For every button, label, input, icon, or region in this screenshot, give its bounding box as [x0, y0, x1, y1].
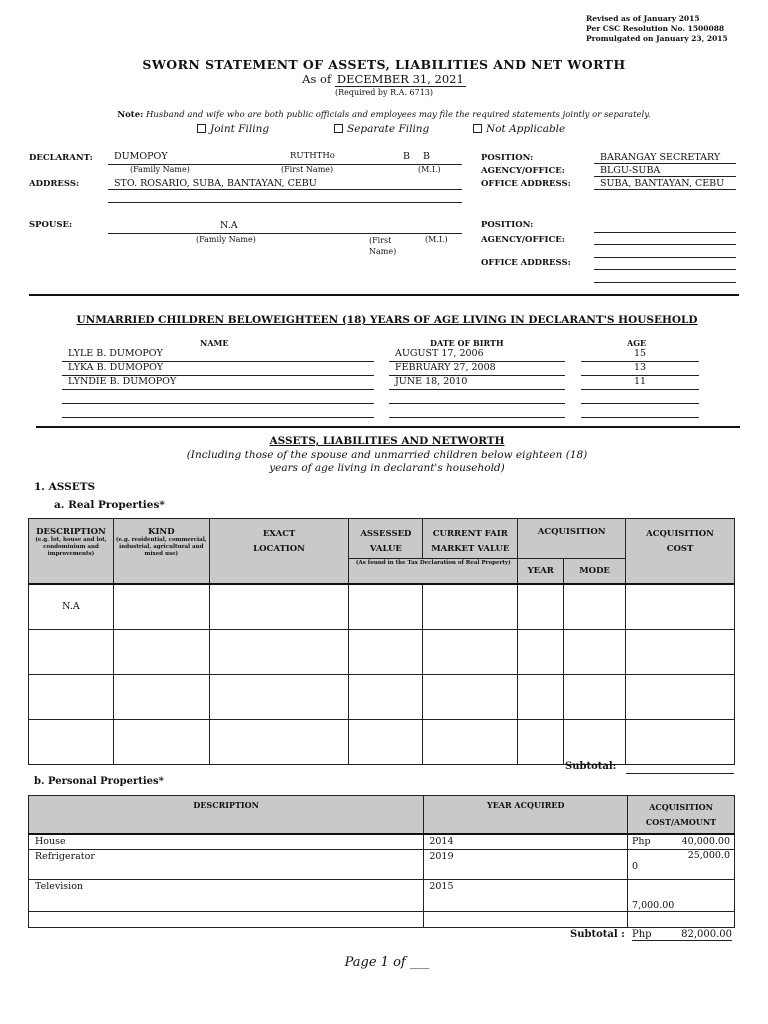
table-cell [29, 675, 114, 720]
header-kind-note: (e.g. residential, commercial, industrial, agricultural and mixed use) [115, 537, 207, 557]
caption-first-name: (First Name) [369, 236, 397, 256]
amount-value: 7,000.00 [632, 900, 675, 911]
table-cell [423, 720, 518, 765]
table-cell [626, 720, 735, 765]
table-row [29, 584, 735, 630]
section-divider [29, 294, 739, 296]
header-description [29, 519, 114, 584]
checkbox-icon[interactable] [197, 124, 206, 133]
child-dob-blank [389, 404, 565, 418]
caption-mi: (M.I.) [425, 235, 448, 244]
note-text: Husband and wife who are both public officials and employees may file the required statements jointly or separately. [145, 110, 651, 120]
header-year: YEAR [518, 559, 564, 584]
filing-option-label: Joint Filing [210, 123, 270, 135]
header-fair-label: CURRENT FAIR MARKET VALUE [431, 529, 510, 554]
personal-desc: Refrigerator [29, 850, 424, 880]
declarant-label: DECLARANT: [29, 153, 93, 163]
child-name: LYKA B. DUMOPOY [62, 362, 374, 376]
table-cell [518, 584, 564, 630]
header-mode: MODE [564, 559, 626, 584]
real-subtotal-label: Subtotal: [565, 761, 617, 772]
table-cell [518, 720, 564, 765]
personal-header-year: YEAR ACQUIRED [424, 796, 628, 834]
header-cost-label: ACQUISITION COST [646, 529, 714, 554]
personal-desc [29, 912, 424, 928]
child-age: 13 [581, 362, 699, 376]
table-cell [518, 675, 564, 720]
declarant-agency: BLGU-SUBA [600, 165, 661, 176]
header-description-label: DESCRIPTION [36, 527, 106, 537]
personal-amount [628, 880, 735, 912]
header-location-label: EXACT LOCATION [253, 529, 305, 554]
child-name-blank [62, 404, 374, 418]
address-line [108, 189, 462, 190]
spouse-office-line-2 [594, 269, 736, 270]
caption-mi: (M.I.) [418, 165, 441, 174]
child-dob: FEBRUARY 27, 2008 [389, 362, 565, 376]
personal-properties-heading: b. Personal Properties* [34, 776, 164, 787]
child-name [62, 390, 374, 404]
header-kind [113, 519, 209, 584]
table-cell [626, 675, 735, 720]
aln-subtitle: (Including those of the spouse and unmarried children below eighteen (18) [186, 449, 588, 461]
header-fair-value [423, 519, 518, 559]
page-title: SWORN STATEMENT OF ASSETS, LIABILITIES AND NET WORTH [142, 57, 626, 72]
declarant-office-address: SUBA, BANTAYAN, CEBU [600, 178, 725, 189]
personal-header-cost [628, 796, 735, 834]
child-name: LYLE B. DUMOPOY [62, 348, 374, 362]
children-header-age: AGE [627, 338, 647, 348]
filing-option-label: Separate Filing [347, 123, 430, 135]
personal-amount [628, 850, 735, 880]
personal-year: 2015 [424, 880, 628, 912]
child-age: 11 [581, 376, 699, 390]
real-desc-cell: N.A [29, 584, 114, 630]
table-cell [349, 584, 423, 630]
section-divider [36, 426, 740, 428]
address-label: ADDRESS: [29, 179, 80, 189]
table-row [29, 720, 735, 765]
personal-subtotal-label: Subtotal : [570, 929, 625, 940]
declarant-position: BARANGAY SECRETARY [600, 152, 721, 163]
table-cell [209, 584, 349, 630]
spouse-agency-line [594, 244, 736, 245]
real-subtotal-line [626, 773, 734, 774]
children-name-column [62, 348, 374, 418]
spouse-position-line [594, 232, 736, 233]
personal-amount [628, 834, 735, 850]
real-properties-table [28, 518, 735, 765]
child-age-blank [581, 404, 699, 418]
office-address-line [594, 189, 736, 190]
currency: Php [632, 836, 651, 848]
child-dob: JUNE 18, 2010 [389, 376, 565, 390]
personal-year: 2019 [424, 850, 628, 880]
header-assessed-label: ASSESSED VALUE [360, 529, 412, 554]
children-dob-column [389, 348, 565, 418]
agency-line [594, 176, 736, 177]
table-cell [349, 630, 423, 675]
header-cost [626, 519, 735, 584]
checkbox-icon[interactable] [334, 124, 343, 133]
spouse-position-label: POSITION: [481, 220, 534, 230]
header-kind-label: KIND [148, 527, 175, 537]
spouse-office-label: OFFICE ADDRESS: [481, 258, 571, 268]
agency-label: AGENCY/OFFICE: [481, 166, 565, 176]
children-header-dob: DATE OF BIRTH [430, 338, 504, 348]
aln-subtitle: years of age living in declarant's household) [269, 462, 505, 474]
declarant-first-name: RUTHTHo [290, 151, 335, 161]
header-found-note: (As found in the Tax Declaration of Real Property) [349, 559, 518, 584]
table-cell [564, 675, 626, 720]
amount-value: 25,000.0 [687, 850, 730, 861]
address-line-2 [108, 202, 462, 203]
header-description-note: (e.g. lot, house and lot, condominium and improvements) [35, 537, 107, 557]
children-title: UNMARRIED CHILDREN BELOWEIGHTEEN (18) YEARS OF AGE LIVING IN DECLARANT'S HOUSEHOLD [76, 314, 698, 326]
real-properties-heading: a. Real Properties* [54, 499, 165, 511]
spouse-office-line-3 [594, 282, 736, 283]
child-dob [389, 390, 565, 404]
table-cell [564, 584, 626, 630]
personal-header-description: DESCRIPTION [29, 796, 424, 834]
header-acquisition: ACQUISITION [518, 519, 626, 559]
table-row [29, 675, 735, 720]
table-cell [423, 584, 518, 630]
as-of-date: DECEMBER 31, 2021 [336, 72, 464, 86]
as-of-prefix: As of [302, 72, 332, 86]
table-cell [209, 675, 349, 720]
child-age [581, 390, 699, 404]
child-name: LYNDIE B. DUMOPOY [62, 376, 374, 390]
caption-first-name: (First Name) [281, 165, 334, 174]
declarant-family-name: DUMOPOY [114, 151, 168, 162]
table-row [29, 880, 735, 912]
table-cell [423, 675, 518, 720]
table-cell [626, 584, 735, 630]
children-header-name: NAME [200, 338, 229, 348]
child-age: 15 [581, 348, 699, 362]
table-row [29, 834, 735, 850]
table-cell [209, 630, 349, 675]
required-by: (Required by R.A. 6713) [334, 88, 434, 97]
personal-subtotal-value [632, 929, 732, 941]
page-number: Page 1 of ___ [344, 955, 430, 970]
position-line [594, 163, 736, 164]
aln-title: ASSETS, LIABILITIES AND NETWORTH [269, 435, 505, 447]
child-dob: AUGUST 17, 2006 [389, 348, 565, 362]
subtotal-amount: 82,000.00 [681, 929, 732, 940]
personal-desc: House [29, 834, 424, 850]
table-cell [349, 720, 423, 765]
spouse-name: N.A [220, 220, 238, 231]
position-label: POSITION: [481, 153, 534, 163]
personal-header-cost-label: ACQUISITION COST/AMOUNT [645, 802, 717, 827]
header-location [209, 519, 349, 584]
note-line [0, 110, 768, 120]
table-row [29, 630, 735, 675]
personal-year: 2014 [424, 834, 628, 850]
assets-heading: 1. ASSETS [34, 481, 96, 493]
personal-properties-table [28, 795, 735, 928]
table-cell [113, 630, 209, 675]
personal-amount [628, 912, 735, 928]
filing-joint[interactable] [197, 123, 269, 135]
declarant-address: STO. ROSARIO, SUBA, BANTAYAN, CEBU [114, 178, 317, 189]
spouse-label: SPOUSE: [29, 220, 73, 230]
filing-separate[interactable] [334, 123, 429, 135]
table-row [29, 912, 735, 928]
table-cell [626, 630, 735, 675]
spouse-agency-label: AGENCY/OFFICE: [481, 235, 565, 245]
personal-year [424, 912, 628, 928]
revision-line: Per CSC Resolution No. 1500088 [586, 24, 725, 33]
children-age-column [581, 348, 699, 418]
table-cell [564, 630, 626, 675]
spouse-name-line [108, 233, 462, 234]
revision-note [586, 14, 728, 44]
declarant-mi: B [423, 151, 430, 162]
spouse-office-line [594, 257, 736, 258]
revision-line: Revised as of January 2015 [586, 14, 700, 23]
table-cell [564, 720, 626, 765]
amount-value: 40,000.00 [681, 836, 730, 848]
currency: Php [632, 929, 652, 940]
table-cell [423, 630, 518, 675]
table-cell [113, 675, 209, 720]
amount-value-wrap: 0 [632, 861, 639, 872]
revision-line: Promulgated on January 23, 2015 [586, 34, 728, 43]
caption-family-name: (Family Name) [130, 165, 190, 174]
table-cell [349, 675, 423, 720]
checkbox-icon[interactable] [473, 124, 482, 133]
note-label: Note: [117, 110, 144, 120]
personal-desc: Television [29, 880, 424, 912]
table-cell [113, 584, 209, 630]
table-cell [29, 630, 114, 675]
header-assessed [349, 519, 423, 559]
filing-option-label: Not Applicable [486, 123, 566, 135]
declarant-mi: B [403, 151, 410, 162]
table-cell [209, 720, 349, 765]
office-address-label: OFFICE ADDRESS: [481, 179, 571, 189]
table-cell [518, 630, 564, 675]
filing-not-applicable[interactable] [473, 123, 565, 135]
as-of-line [0, 72, 768, 86]
caption-family-name: (Family Name) [196, 235, 256, 244]
table-cell [113, 720, 209, 765]
table-cell [29, 720, 114, 765]
table-row [29, 850, 735, 880]
